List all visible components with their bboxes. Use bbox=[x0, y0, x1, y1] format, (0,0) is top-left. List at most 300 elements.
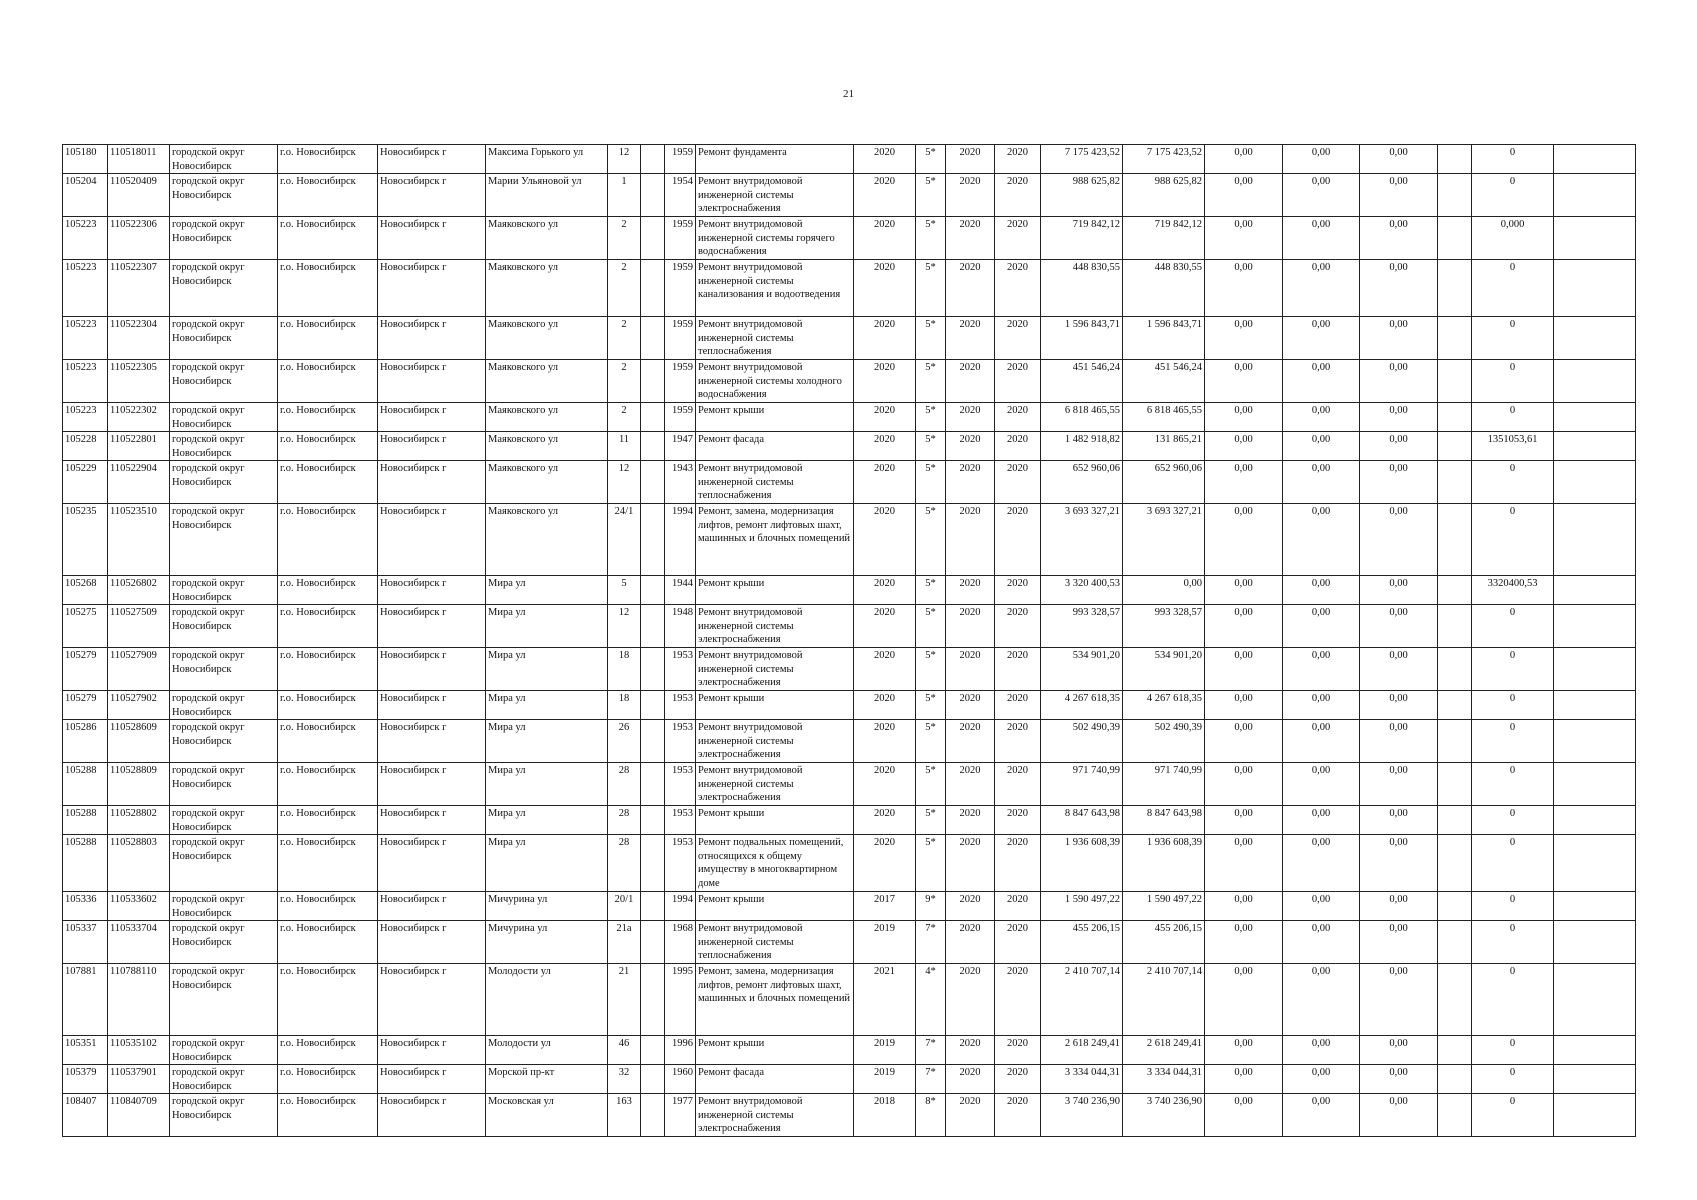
cell-street: Мира ул bbox=[486, 691, 608, 720]
cell-cost-budget-federal: 0,00 bbox=[1205, 461, 1283, 504]
cell-house-id: 107881 bbox=[63, 964, 108, 1036]
cell-reserve bbox=[1438, 964, 1472, 1036]
cell-work-type: Ремонт внутридомовой инженерной системы электроснабжения bbox=[696, 720, 854, 763]
cell-cost-fund: 2 410 707,14 bbox=[1123, 964, 1205, 1036]
cell-priority: 5* bbox=[916, 145, 946, 174]
cell-cost-budget-federal: 0,00 bbox=[1205, 403, 1283, 432]
cell-municipality: городской округ Новосибирск bbox=[170, 1036, 278, 1065]
cell-note bbox=[1554, 964, 1636, 1036]
cell-start-year: 2020 bbox=[946, 1065, 995, 1094]
cell-planned-year: 2021 bbox=[854, 964, 916, 1036]
table-row bbox=[63, 1036, 1636, 1065]
cell-start-year: 2020 bbox=[946, 461, 995, 504]
cell-cost-fund: 3 693 327,21 bbox=[1123, 504, 1205, 576]
table-row bbox=[63, 1094, 1636, 1137]
cell-cost-fund: 131 865,21 bbox=[1123, 432, 1205, 461]
cell-note bbox=[1554, 432, 1636, 461]
cell-planned-year: 2020 bbox=[854, 174, 916, 217]
cell-planned-year: 2020 bbox=[854, 317, 916, 360]
cell-total-cost: 3 320 400,53 bbox=[1041, 576, 1123, 605]
cell-settlement: Новосибирск г bbox=[378, 317, 486, 360]
cell-end-year: 2020 bbox=[995, 174, 1041, 217]
cell-reserve bbox=[1438, 576, 1472, 605]
cell-house-number: 2 bbox=[608, 260, 641, 317]
cell-house-number: 28 bbox=[608, 806, 641, 835]
cell-cost-fund: 6 818 465,55 bbox=[1123, 403, 1205, 432]
cell-cost-budget-regional: 0,00 bbox=[1283, 317, 1360, 360]
cell-cost-budget-federal: 0,00 bbox=[1205, 504, 1283, 576]
cell-cost-budget-local: 0,00 bbox=[1360, 317, 1438, 360]
cell-building bbox=[641, 806, 665, 835]
cell-cost-owners: 0 bbox=[1472, 720, 1554, 763]
cell-note bbox=[1554, 605, 1636, 648]
cell-start-year: 2020 bbox=[946, 892, 995, 921]
cell-cost-fund: 534 901,20 bbox=[1123, 648, 1205, 691]
cell-program-id: 110526802 bbox=[108, 576, 170, 605]
cell-work-type: Ремонт крыши bbox=[696, 576, 854, 605]
cell-start-year: 2020 bbox=[946, 964, 995, 1036]
cell-house-id: 105336 bbox=[63, 892, 108, 921]
cell-cost-fund: 448 830,55 bbox=[1123, 260, 1205, 317]
cell-priority: 7* bbox=[916, 1065, 946, 1094]
table-row bbox=[63, 217, 1636, 260]
cell-program-id: 110522304 bbox=[108, 317, 170, 360]
cell-total-cost: 1 482 918,82 bbox=[1041, 432, 1123, 461]
cell-note bbox=[1554, 260, 1636, 317]
cell-cost-budget-local: 0,00 bbox=[1360, 1036, 1438, 1065]
cell-settlement: Новосибирск г bbox=[378, 720, 486, 763]
cell-municipality: городской округ Новосибирск bbox=[170, 1065, 278, 1094]
cell-note bbox=[1554, 145, 1636, 174]
cell-note bbox=[1554, 648, 1636, 691]
cell-reserve bbox=[1438, 806, 1472, 835]
cell-planned-year: 2018 bbox=[854, 1094, 916, 1137]
cell-settlement: Новосибирск г bbox=[378, 763, 486, 806]
cell-house-id: 105235 bbox=[63, 504, 108, 576]
cell-end-year: 2020 bbox=[995, 360, 1041, 403]
cell-end-year: 2020 bbox=[995, 504, 1041, 576]
cell-building bbox=[641, 720, 665, 763]
cell-house-id: 105279 bbox=[63, 648, 108, 691]
cell-settlement: Новосибирск г bbox=[378, 461, 486, 504]
cell-program-id: 110522302 bbox=[108, 403, 170, 432]
cell-cost-budget-local: 0,00 bbox=[1360, 360, 1438, 403]
cell-total-cost: 971 740,99 bbox=[1041, 763, 1123, 806]
cell-build-year: 1953 bbox=[665, 691, 696, 720]
cell-planned-year: 2020 bbox=[854, 360, 916, 403]
cell-house-id: 105223 bbox=[63, 317, 108, 360]
cell-work-type: Ремонт внутридомовой инженерной системы электроснабжения bbox=[696, 174, 854, 217]
cell-program-id: 110522801 bbox=[108, 432, 170, 461]
table-row bbox=[63, 504, 1636, 576]
cell-work-type: Ремонт крыши bbox=[696, 691, 854, 720]
cell-cost-owners: 0 bbox=[1472, 648, 1554, 691]
cell-municipality: городской округ Новосибирск bbox=[170, 605, 278, 648]
cell-start-year: 2020 bbox=[946, 576, 995, 605]
table-row bbox=[63, 763, 1636, 806]
cell-settlement: Новосибирск г bbox=[378, 1036, 486, 1065]
cell-cost-owners: 0 bbox=[1472, 763, 1554, 806]
cell-planned-year: 2020 bbox=[854, 217, 916, 260]
cell-work-type: Ремонт крыши bbox=[696, 806, 854, 835]
cell-settlement: Новосибирск г bbox=[378, 576, 486, 605]
cell-cost-owners: 0 bbox=[1472, 806, 1554, 835]
cell-cost-budget-regional: 0,00 bbox=[1283, 174, 1360, 217]
cell-cost-fund: 455 206,15 bbox=[1123, 921, 1205, 964]
cell-cost-budget-regional: 0,00 bbox=[1283, 432, 1360, 461]
cell-cost-budget-local: 0,00 bbox=[1360, 648, 1438, 691]
cell-house-id: 105223 bbox=[63, 260, 108, 317]
cell-house-number: 18 bbox=[608, 648, 641, 691]
cell-cost-budget-local: 0,00 bbox=[1360, 461, 1438, 504]
cell-end-year: 2020 bbox=[995, 1065, 1041, 1094]
cell-house-number: 32 bbox=[608, 1065, 641, 1094]
cell-cost-budget-regional: 0,00 bbox=[1283, 964, 1360, 1036]
cell-cost-fund: 8 847 643,98 bbox=[1123, 806, 1205, 835]
cell-house-number: 11 bbox=[608, 432, 641, 461]
cell-cost-owners: 0 bbox=[1472, 360, 1554, 403]
table-body bbox=[63, 145, 1636, 1137]
cell-cost-budget-federal: 0,00 bbox=[1205, 1094, 1283, 1137]
cell-building bbox=[641, 461, 665, 504]
cell-cost-budget-local: 0,00 bbox=[1360, 806, 1438, 835]
table-row bbox=[63, 432, 1636, 461]
cell-work-type: Ремонт крыши bbox=[696, 1036, 854, 1065]
cell-cost-budget-regional: 0,00 bbox=[1283, 217, 1360, 260]
cell-settlement: Новосибирск г bbox=[378, 648, 486, 691]
cell-municipal-short: г.о. Новосибирск bbox=[278, 763, 378, 806]
cell-house-id: 105351 bbox=[63, 1036, 108, 1065]
cell-municipal-short: г.о. Новосибирск bbox=[278, 806, 378, 835]
cell-cost-budget-federal: 0,00 bbox=[1205, 432, 1283, 461]
table-row bbox=[63, 576, 1636, 605]
cell-planned-year: 2020 bbox=[854, 763, 916, 806]
cell-total-cost: 451 546,24 bbox=[1041, 360, 1123, 403]
cell-total-cost: 719 842,12 bbox=[1041, 217, 1123, 260]
table-row bbox=[63, 892, 1636, 921]
cell-settlement: Новосибирск г bbox=[378, 1094, 486, 1137]
cell-cost-budget-local: 0,00 bbox=[1360, 892, 1438, 921]
cell-build-year: 1943 bbox=[665, 461, 696, 504]
cell-reserve bbox=[1438, 260, 1472, 317]
cell-house-number: 12 bbox=[608, 145, 641, 174]
cell-cost-budget-local: 0,00 bbox=[1360, 691, 1438, 720]
cell-cost-budget-regional: 0,00 bbox=[1283, 720, 1360, 763]
cell-total-cost: 4 267 618,35 bbox=[1041, 691, 1123, 720]
cell-cost-fund: 7 175 423,52 bbox=[1123, 145, 1205, 174]
cell-build-year: 1959 bbox=[665, 145, 696, 174]
cell-build-year: 1996 bbox=[665, 1036, 696, 1065]
cell-note bbox=[1554, 461, 1636, 504]
cell-cost-budget-federal: 0,00 bbox=[1205, 835, 1283, 892]
cell-house-number: 163 bbox=[608, 1094, 641, 1137]
cell-building bbox=[641, 403, 665, 432]
cell-end-year: 2020 bbox=[995, 605, 1041, 648]
cell-total-cost: 455 206,15 bbox=[1041, 921, 1123, 964]
cell-build-year: 1994 bbox=[665, 504, 696, 576]
cell-reserve bbox=[1438, 403, 1472, 432]
cell-work-type: Ремонт внутридомовой инженерной системы электроснабжения bbox=[696, 1094, 854, 1137]
cell-municipal-short: г.о. Новосибирск bbox=[278, 1094, 378, 1137]
cell-street: Мичурина ул bbox=[486, 921, 608, 964]
cell-street: Мира ул bbox=[486, 605, 608, 648]
cell-cost-budget-regional: 0,00 bbox=[1283, 360, 1360, 403]
cell-municipal-short: г.о. Новосибирск bbox=[278, 317, 378, 360]
cell-program-id: 110840709 bbox=[108, 1094, 170, 1137]
cell-start-year: 2020 bbox=[946, 691, 995, 720]
cell-cost-budget-local: 0,00 bbox=[1360, 504, 1438, 576]
cell-house-id: 105180 bbox=[63, 145, 108, 174]
cell-note bbox=[1554, 921, 1636, 964]
cell-cost-budget-federal: 0,00 bbox=[1205, 691, 1283, 720]
cell-settlement: Новосибирск г bbox=[378, 217, 486, 260]
cell-program-id: 110522305 bbox=[108, 360, 170, 403]
cell-program-id: 110533602 bbox=[108, 892, 170, 921]
cell-cost-budget-federal: 0,00 bbox=[1205, 1036, 1283, 1065]
cell-cost-fund: 2 618 249,41 bbox=[1123, 1036, 1205, 1065]
cell-cost-owners: 0 bbox=[1472, 605, 1554, 648]
cell-building bbox=[641, 605, 665, 648]
cell-total-cost: 988 625,82 bbox=[1041, 174, 1123, 217]
cell-program-id: 110528609 bbox=[108, 720, 170, 763]
cell-note bbox=[1554, 217, 1636, 260]
cell-settlement: Новосибирск г bbox=[378, 1065, 486, 1094]
cell-program-id: 110522307 bbox=[108, 260, 170, 317]
cell-street: Мира ул bbox=[486, 806, 608, 835]
cell-house-id: 105223 bbox=[63, 217, 108, 260]
table-row bbox=[63, 360, 1636, 403]
cell-priority: 5* bbox=[916, 576, 946, 605]
cell-planned-year: 2020 bbox=[854, 576, 916, 605]
cell-planned-year: 2019 bbox=[854, 1065, 916, 1094]
cell-street: Маяковского ул bbox=[486, 432, 608, 461]
cell-house-number: 26 bbox=[608, 720, 641, 763]
cell-municipal-short: г.о. Новосибирск bbox=[278, 921, 378, 964]
cell-work-type: Ремонт внутридомовой инженерной системы теплоснабжения bbox=[696, 921, 854, 964]
cell-build-year: 1953 bbox=[665, 720, 696, 763]
cell-building bbox=[641, 145, 665, 174]
cell-total-cost: 2 618 249,41 bbox=[1041, 1036, 1123, 1065]
cell-municipal-short: г.о. Новосибирск bbox=[278, 145, 378, 174]
cell-reserve bbox=[1438, 504, 1472, 576]
cell-cost-budget-local: 0,00 bbox=[1360, 260, 1438, 317]
cell-planned-year: 2020 bbox=[854, 806, 916, 835]
cell-municipality: городской округ Новосибирск bbox=[170, 432, 278, 461]
cell-reserve bbox=[1438, 317, 1472, 360]
cell-total-cost: 534 901,20 bbox=[1041, 648, 1123, 691]
cell-work-type: Ремонт подвальных помещений, относящихся к общему имуществу в многоквартирном доме bbox=[696, 835, 854, 892]
cell-start-year: 2020 bbox=[946, 1036, 995, 1065]
cell-program-id: 110528802 bbox=[108, 806, 170, 835]
cell-municipal-short: г.о. Новосибирск bbox=[278, 432, 378, 461]
cell-house-number: 24/1 bbox=[608, 504, 641, 576]
cell-cost-budget-federal: 0,00 bbox=[1205, 921, 1283, 964]
cell-cost-owners: 0 bbox=[1472, 504, 1554, 576]
cell-building bbox=[641, 432, 665, 461]
cell-building bbox=[641, 763, 665, 806]
cell-cost-budget-local: 0,00 bbox=[1360, 964, 1438, 1036]
cell-program-id: 110537901 bbox=[108, 1065, 170, 1094]
cell-reserve bbox=[1438, 648, 1472, 691]
cell-building bbox=[641, 576, 665, 605]
cell-end-year: 2020 bbox=[995, 921, 1041, 964]
cell-build-year: 1947 bbox=[665, 432, 696, 461]
cell-start-year: 2020 bbox=[946, 835, 995, 892]
cell-settlement: Новосибирск г bbox=[378, 432, 486, 461]
cell-cost-fund: 993 328,57 bbox=[1123, 605, 1205, 648]
cell-reserve bbox=[1438, 174, 1472, 217]
cell-reserve bbox=[1438, 892, 1472, 921]
cell-work-type: Ремонт внутридомовой инженерной системы теплоснабжения bbox=[696, 317, 854, 360]
cell-work-type: Ремонт внутридомовой инженерной системы электроснабжения bbox=[696, 648, 854, 691]
cell-street: Молодости ул bbox=[486, 964, 608, 1036]
cell-end-year: 2020 bbox=[995, 1036, 1041, 1065]
cell-cost-budget-regional: 0,00 bbox=[1283, 806, 1360, 835]
cell-build-year: 1959 bbox=[665, 403, 696, 432]
cell-cost-owners: 0 bbox=[1472, 691, 1554, 720]
cell-street: Мира ул bbox=[486, 835, 608, 892]
cell-planned-year: 2019 bbox=[854, 921, 916, 964]
cell-house-id: 105288 bbox=[63, 835, 108, 892]
table-row bbox=[63, 691, 1636, 720]
cell-cost-owners: 1351053,61 bbox=[1472, 432, 1554, 461]
cell-cost-budget-regional: 0,00 bbox=[1283, 691, 1360, 720]
cell-municipality: городской округ Новосибирск bbox=[170, 317, 278, 360]
cell-cost-budget-local: 0,00 bbox=[1360, 403, 1438, 432]
cell-priority: 5* bbox=[916, 835, 946, 892]
cell-program-id: 110528809 bbox=[108, 763, 170, 806]
cell-municipality: городской округ Новосибирск bbox=[170, 145, 278, 174]
cell-cost-budget-regional: 0,00 bbox=[1283, 892, 1360, 921]
cell-work-type: Ремонт крыши bbox=[696, 892, 854, 921]
cell-cost-budget-local: 0,00 bbox=[1360, 432, 1438, 461]
cell-total-cost: 1 590 497,22 bbox=[1041, 892, 1123, 921]
cell-note bbox=[1554, 806, 1636, 835]
cell-street: Молодости ул bbox=[486, 1036, 608, 1065]
cell-street: Мира ул bbox=[486, 576, 608, 605]
cell-reserve bbox=[1438, 217, 1472, 260]
cell-end-year: 2020 bbox=[995, 1094, 1041, 1137]
cell-cost-budget-regional: 0,00 bbox=[1283, 835, 1360, 892]
cell-cost-fund: 1 936 608,39 bbox=[1123, 835, 1205, 892]
cell-program-id: 110522306 bbox=[108, 217, 170, 260]
cell-street: Мира ул bbox=[486, 720, 608, 763]
cell-planned-year: 2019 bbox=[854, 1036, 916, 1065]
cell-building bbox=[641, 317, 665, 360]
cell-note bbox=[1554, 1094, 1636, 1137]
cell-cost-budget-regional: 0,00 bbox=[1283, 1036, 1360, 1065]
cell-cost-fund: 1 590 497,22 bbox=[1123, 892, 1205, 921]
cell-house-id: 108407 bbox=[63, 1094, 108, 1137]
cell-priority: 7* bbox=[916, 1036, 946, 1065]
cell-cost-budget-local: 0,00 bbox=[1360, 720, 1438, 763]
cell-cost-budget-regional: 0,00 bbox=[1283, 504, 1360, 576]
cell-note bbox=[1554, 835, 1636, 892]
cell-build-year: 1953 bbox=[665, 806, 696, 835]
cell-cost-budget-federal: 0,00 bbox=[1205, 317, 1283, 360]
cell-house-id: 105288 bbox=[63, 806, 108, 835]
cell-street: Марии Ульяновой ул bbox=[486, 174, 608, 217]
cell-note bbox=[1554, 403, 1636, 432]
cell-cost-owners: 0,000 bbox=[1472, 217, 1554, 260]
cell-street: Мира ул bbox=[486, 763, 608, 806]
cell-note bbox=[1554, 892, 1636, 921]
cell-cost-budget-federal: 0,00 bbox=[1205, 806, 1283, 835]
cell-reserve bbox=[1438, 763, 1472, 806]
cell-municipality: городской округ Новосибирск bbox=[170, 360, 278, 403]
cell-building bbox=[641, 1065, 665, 1094]
cell-end-year: 2020 bbox=[995, 964, 1041, 1036]
cell-reserve bbox=[1438, 835, 1472, 892]
cell-house-number: 28 bbox=[608, 763, 641, 806]
cell-cost-budget-federal: 0,00 bbox=[1205, 964, 1283, 1036]
cell-house-number: 2 bbox=[608, 217, 641, 260]
cell-cost-owners: 0 bbox=[1472, 145, 1554, 174]
cell-work-type: Ремонт внутридомовой инженерной системы холодного водоснабжения bbox=[696, 360, 854, 403]
cell-house-id: 105204 bbox=[63, 174, 108, 217]
cell-program-id: 110522904 bbox=[108, 461, 170, 504]
cell-municipality: городской округ Новосибирск bbox=[170, 691, 278, 720]
cell-cost-owners: 0 bbox=[1472, 964, 1554, 1036]
cell-start-year: 2020 bbox=[946, 174, 995, 217]
cell-house-number: 1 bbox=[608, 174, 641, 217]
cell-start-year: 2020 bbox=[946, 145, 995, 174]
cell-municipal-short: г.о. Новосибирск bbox=[278, 360, 378, 403]
cell-building bbox=[641, 691, 665, 720]
cell-settlement: Новосибирск г bbox=[378, 691, 486, 720]
cell-cost-budget-local: 0,00 bbox=[1360, 763, 1438, 806]
cell-municipal-short: г.о. Новосибирск bbox=[278, 720, 378, 763]
cell-municipal-short: г.о. Новосибирск bbox=[278, 892, 378, 921]
cell-build-year: 1954 bbox=[665, 174, 696, 217]
cell-municipality: городской округ Новосибирск bbox=[170, 260, 278, 317]
cell-end-year: 2020 bbox=[995, 648, 1041, 691]
cell-municipal-short: г.о. Новосибирск bbox=[278, 964, 378, 1036]
cell-cost-fund: 3 740 236,90 bbox=[1123, 1094, 1205, 1137]
table-row bbox=[63, 964, 1636, 1036]
cell-cost-budget-federal: 0,00 bbox=[1205, 145, 1283, 174]
cell-note bbox=[1554, 1036, 1636, 1065]
cell-total-cost: 8 847 643,98 bbox=[1041, 806, 1123, 835]
cell-build-year: 1959 bbox=[665, 217, 696, 260]
cell-cost-budget-regional: 0,00 bbox=[1283, 605, 1360, 648]
cell-cost-budget-federal: 0,00 bbox=[1205, 260, 1283, 317]
cell-program-id: 110527509 bbox=[108, 605, 170, 648]
cell-reserve bbox=[1438, 360, 1472, 403]
cell-planned-year: 2017 bbox=[854, 892, 916, 921]
cell-house-number: 21а bbox=[608, 921, 641, 964]
cell-priority: 5* bbox=[916, 317, 946, 360]
cell-total-cost: 3 693 327,21 bbox=[1041, 504, 1123, 576]
cell-municipality: городской округ Новосибирск bbox=[170, 964, 278, 1036]
cell-municipal-short: г.о. Новосибирск bbox=[278, 1065, 378, 1094]
cell-cost-fund: 1 596 843,71 bbox=[1123, 317, 1205, 360]
cell-build-year: 1953 bbox=[665, 763, 696, 806]
cell-cost-budget-regional: 0,00 bbox=[1283, 260, 1360, 317]
cell-start-year: 2020 bbox=[946, 403, 995, 432]
cell-street: Мира ул bbox=[486, 648, 608, 691]
cell-reserve bbox=[1438, 432, 1472, 461]
cell-cost-fund: 652 960,06 bbox=[1123, 461, 1205, 504]
cell-cost-owners: 0 bbox=[1472, 892, 1554, 921]
cell-building bbox=[641, 174, 665, 217]
cell-work-type: Ремонт, замена, модернизация лифтов, ремонт лифтовых шахт, машинных и блочных помещений bbox=[696, 504, 854, 576]
table-row bbox=[63, 806, 1636, 835]
cell-cost-budget-federal: 0,00 bbox=[1205, 1065, 1283, 1094]
cell-total-cost: 7 175 423,52 bbox=[1041, 145, 1123, 174]
cell-building bbox=[641, 504, 665, 576]
cell-note bbox=[1554, 504, 1636, 576]
